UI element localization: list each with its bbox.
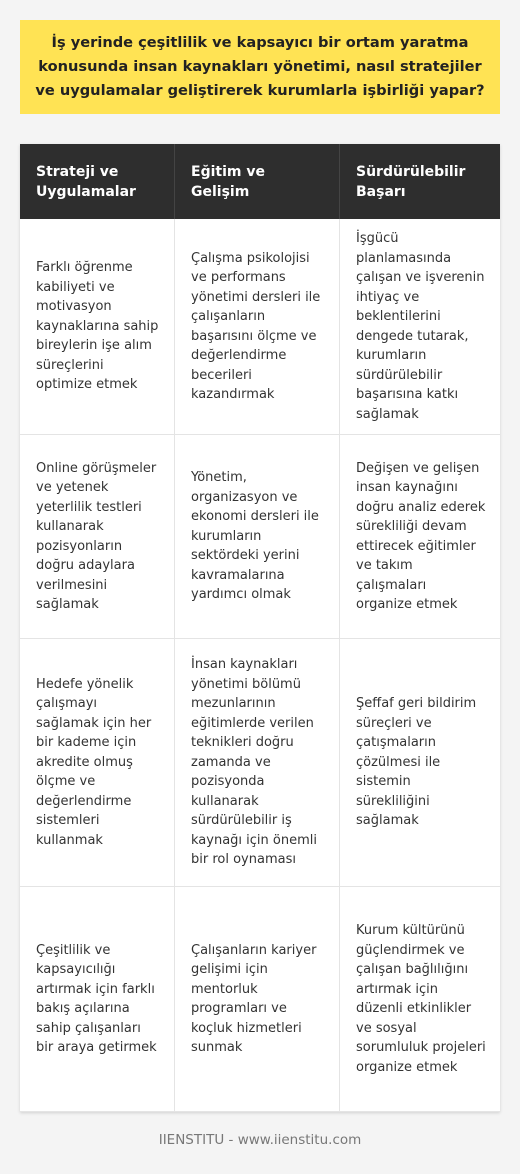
header-label: Strateji ve Uygulamalar xyxy=(36,163,136,200)
table-header-strategy xyxy=(20,144,174,219)
cell-text: Çalışanların kariyer gelişimi için mentorluk programları ve koçluk hizmetleri sunmak xyxy=(191,942,317,1055)
cell-text: İşgücü planlamasında çalışan ve işverenin ihtiyaç ve beklentilerini dengede tutarak, kurumların sürdürülebilir başarısına katkı sağlamak xyxy=(356,231,485,422)
cell-text: Çalışma psikolojisi ve performans yönetimi dersleri ile çalışanların başarısını ölçme ve değerlendirme becerileri kazandırmak xyxy=(191,250,321,402)
strategy-table xyxy=(20,144,500,1112)
table-cell xyxy=(174,219,340,435)
cell-text: Şeffaf geri bildirim süreçleri ve çatışmaların çözülmesi ile sistemin sürekliliğini sağlamak xyxy=(356,696,477,829)
page-title xyxy=(20,20,500,114)
table-cell xyxy=(174,887,340,1112)
cell-text: Yönetim, organizasyon ve ekonomi dersleri ile kurumların sektördeki yerini kavramalarına yardımcı olmak xyxy=(191,470,319,603)
header-label: Eğitim ve Gelişim xyxy=(191,163,265,200)
table-cell xyxy=(20,435,174,639)
table-cell xyxy=(174,639,340,887)
header-label: Sürdürülebilir Başarı xyxy=(356,163,466,200)
cell-text: İnsan kaynakları yönetimi bölümü mezunlarının eğitimlerde verilen teknikleri doğru zamanda ve pozisyonda kullanarak sürdürülebilir iş kaynağı için önemli bir rol oynaması xyxy=(191,657,317,868)
cell-text: Online görüşmeler ve yetenek yeterlilik testleri kullanarak pozisyonların doğru adaylara verilmesini sağlamak xyxy=(36,460,157,612)
cell-text: Çeşitlilik ve kapsayıcılığı artırmak için farklı bakış açılarına sahip çalışanları bir araya getirmek xyxy=(36,942,157,1055)
footer-credit: IIENSTITU - www.iienstitu.com xyxy=(158,1132,362,1148)
cell-text: Değişen ve gelişen insan kaynağını doğru analiz ederek sürekliliği devam ettirecek eğitimler ve takım çalışmaları organize etmek xyxy=(356,460,486,612)
table-cell xyxy=(340,435,500,639)
table-cell xyxy=(340,887,500,1112)
table-header-training xyxy=(174,144,340,219)
cell-text: Hedefe yönelik çalışmayı sağlamak için her bir kademe için akredite olmuş ölçme ve değerlendirme sistemleri kullanmak xyxy=(36,676,152,848)
table-cell xyxy=(174,435,340,639)
table-cell xyxy=(20,887,174,1112)
table-cell xyxy=(20,639,174,887)
cell-text: Kurum kültürünü güçlendirmek ve çalışan bağlılığını artırmak için düzenli etkinlikler ve sosyal sorumluluk projeleri organize etmek xyxy=(356,923,486,1075)
table-cell xyxy=(20,219,174,435)
table-header-success xyxy=(340,144,500,219)
table-cell xyxy=(340,219,500,435)
table-cell xyxy=(340,639,500,887)
cell-text: Farklı öğrenme kabiliyeti ve motivasyon kaynaklarına sahip bireylerin işe alım süreçlerini optimize etmek xyxy=(36,260,159,393)
page-title-text: İş yerinde çeşitlilik ve kapsayıcı bir ortam yaratma konusunda insan kaynakları yönetimi, nasıl stratejiler ve uygulamalar geliştirerek kurumlarla işbirliği yapar? xyxy=(35,34,485,99)
